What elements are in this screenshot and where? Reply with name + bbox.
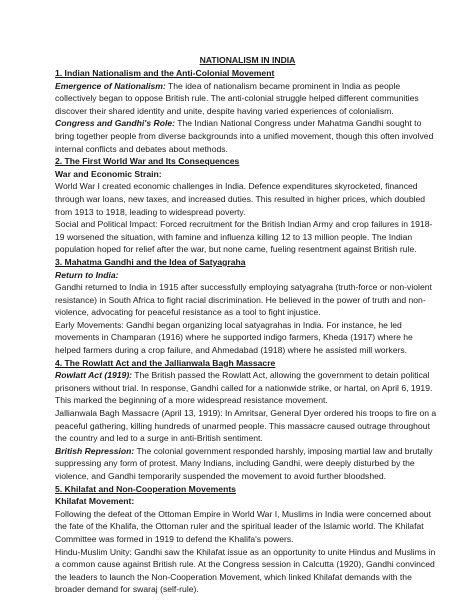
paragraph [55,407,440,445]
paragraph-text: The Indian National Congress under Mahatma Gandhi sought to bring together people from diverse backgrounds into a unified movement, though this often involved internal conflicts and debates about methods. [55,118,434,154]
paragraph-lead: Emergence of Nationalism: [55,80,166,91]
paragraph: Hindu-Muslim Unity: Gandhi saw the Khilafat issue as an opportunity to unite Hindus and Muslims in a common cause against British rule. At the Congress session in Calcutta (1920), Gandhi convinced the leaders to launch the Non-Cooperation Movement, which linked Khilafat demands with the broader demand for swaraj (self-rule). [55,546,436,595]
section-heading: 2. The First World War and Its Consequences [55,156,240,167]
paragraph: Gandhi returned to India in 1915 after successfully employing satyagraha (truth-force or non-violent resistance) in South Africa to fight racial discrimination. He believed in the power of truth and non-violence, advocating for peaceful resistance as a tool to fight injustice. [55,282,432,318]
paragraph-text: The idea of nationalism became prominent in India as people collectively began to oppose British rule. The anti-colonial struggle helped different communities discover their shared identity and unite, despite having varied experiences of colonialism. [55,80,419,116]
paragraph-text: Jallianwala Bagh Massacre (April 13, 1919): In Amritsar, General Dyer ordered his troops to fire on a peaceful gathering, killing hundreds of unarmed people. This massacre caused outrage throughout the country and led to a surge in anti-British sentiment. [55,408,437,444]
sub-heading: Khilafat Movement: [55,496,135,507]
paragraph [55,117,440,155]
paragraph-lead: British Repression: [55,445,135,456]
section-heading: 5. Khilafat and Non-Cooperation Movements [55,483,236,494]
paragraph-text: The colonial government responded harshly, imposing martial law and brutally suppressing any form of protest. Many Indians, including Gandhi, were deeply disturbed by the violence, and Gandhi temporarily suspended the movement to avoid further bloodshed. [55,445,433,481]
paragraph: Following the defeat of the Ottoman Empire in World War I, Muslims in India were concerned about the fate of the Khalifa, the Ottoman ruler and the spiritual leader of the Islamic world. The Khilafat Committee was formed in 1919 to defend the Khalifa's powers. [55,508,431,544]
paragraph [55,445,440,483]
paragraph [55,80,440,118]
paragraph: Early Movements: Gandhi began organizing local satyagrahas in India. For instance, he led movements in Champaran (1916) where he supported indigo farmers, Kheda (1917) where he helped farmers during a crop failure, and Ahmedabad (1918) where he assisted mill workers. [55,319,413,356]
paragraph: World War I created economic challenges in India. Defence expenditures skyrocketed, financed through war loans, new taxes, and increased duties. This resulted in higher prices, which doubled from 1913 to 1918, leading to widespread poverty. [55,181,426,217]
section-heading: 3. Mahatma Gandhi and the Idea of Satyagraha [55,256,246,267]
section-heading: 4. The Rowlatt Act and the Jallianwala Bagh Massacre [55,357,276,368]
paragraph-text: The British passed the Rowlatt Act, allowing the government to detain political prisoners without trial. In response, Gandhi called for a nationwide strike, or hartal, on April 6, 1919. This marked the beginning of a more widespread resistance movement. [55,370,433,406]
document-title: NATIONALISM IN INDIA [199,55,296,65]
sub-heading: War and Economic Strain: [55,168,162,179]
paragraph-lead: Rowlatt Act (1919): [55,370,133,381]
paragraph-lead: Congress and Gandhi's Role: [55,118,175,129]
section-heading: 1. Indian Nationalism and the Anti-Colonial Movement [55,68,275,78]
sub-heading: Return to India: [55,269,119,280]
paragraph [55,369,440,407]
paragraph: Social and Political Impact: Forced recruitment for the British Indian Army and crop failures in 1918-19 worsened the situation, with famine and influenza killing 12 to 13 million people. The Indian population hoped for relief after the war, but none came, fueling resentment against British rule. [55,219,433,255]
